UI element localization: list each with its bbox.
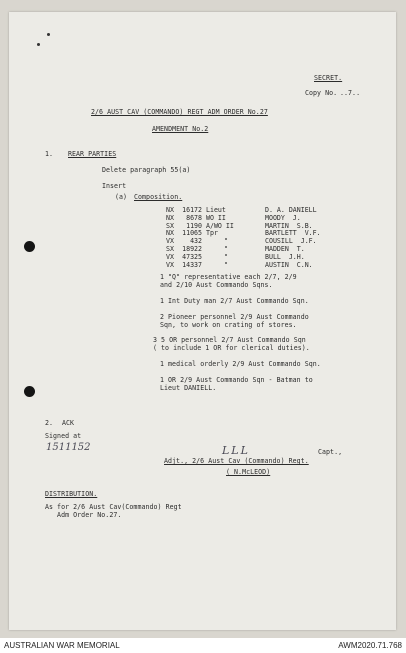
composition-item: 3 5 OR personnel 2/7 Aust Commando Sqn ( to include 1 OR for clerical duties). — [153, 336, 310, 352]
composition-heading: Composition. — [134, 193, 183, 201]
nominal-roll-number: 16172 — [182, 206, 202, 214]
document-page — [9, 12, 396, 630]
paper-mark — [37, 43, 40, 46]
nominal-roll-number: 11065 — [182, 229, 202, 238]
nominal-roll-name: BARTLETT V.F. — [265, 229, 321, 238]
punch-hole — [24, 386, 35, 397]
amendment-number: AMENDMENT No.2 — [152, 125, 209, 133]
nominal-roll-name: MARTIN S.B. — [265, 221, 313, 230]
nominal-roll-rank: Tpr — [206, 229, 218, 238]
signed-at-label: Signed at — [45, 432, 82, 440]
nominal-roll-number: 18922 — [182, 245, 202, 253]
nominal-roll-prefix: NX — [166, 229, 174, 238]
nominal-roll-prefix: SX — [166, 221, 174, 230]
handwritten-time: 1511152 — [46, 442, 91, 453]
punch-hole — [24, 241, 35, 252]
archive-name: AUSTRALIAN WAR MEMORIAL — [4, 641, 120, 650]
nominal-roll-rank: " — [224, 252, 228, 261]
copy-label: Copy No. — [305, 89, 338, 97]
nominal-roll-rank: " — [224, 237, 228, 246]
composition-item: 1 medical orderly 2/9 Aust Commando Sqn. — [160, 360, 321, 368]
copy-number: ..7.. — [340, 89, 361, 97]
composition-item: 2 Pioneer personnel 2/9 Aust Commando Sqn, to work on crating of stores. — [160, 313, 309, 329]
nominal-roll-name: BULL J.H. — [265, 252, 305, 261]
distribution-text: As for 2/6 Aust Cav(Commando) Regt Adm Order No.27. — [45, 503, 182, 519]
nominal-roll-number: 1190 — [186, 221, 202, 230]
nominal-roll-name: D. A. DANIELL — [265, 206, 317, 214]
distribution-heading: DISTRIBUTION. — [45, 490, 98, 498]
handwritten-signature: LLL — [222, 444, 250, 457]
signatory-name: ( N.McLEOD) — [226, 468, 271, 476]
nominal-roll-prefix: NX — [166, 206, 174, 214]
nominal-roll-prefix: VX — [166, 252, 174, 261]
delete-instruction: Delete paragraph 55(a) — [102, 166, 191, 174]
section-2-heading: ACK — [62, 419, 75, 427]
accession-number: AWM2020.71.768 — [338, 641, 402, 650]
composition-item: 1 "Q" representative each 2/7, 2/9 and 2/10 Aust Commando Sqns. — [160, 273, 297, 289]
section-1-heading: REAR PARTIES — [68, 150, 117, 158]
nominal-roll-rank: A/WO II — [206, 221, 234, 230]
nominal-roll-name: MOODY J. — [265, 213, 301, 222]
composition-item: 1 OR 2/9 Aust Commando Sqn - Batman to Lieut DANIELL. — [160, 376, 313, 392]
nominal-roll-prefix: VX — [166, 260, 174, 269]
nominal-roll-rank: " — [224, 260, 228, 269]
nominal-roll-number: 14337 — [182, 260, 202, 269]
nominal-roll-name: AUSTIN C.N. — [265, 260, 313, 269]
document-title: 2/6 AUST CAV (COMMANDO) REGT ADM ORDER No.27 — [91, 108, 268, 116]
composition-item: 1 Int Duty man 2/7 Aust Commando Sqn. — [160, 297, 309, 305]
nominal-roll-prefix: NX — [166, 213, 174, 222]
nominal-roll-name: COUSILL J.F. — [265, 237, 317, 246]
nominal-roll-name: MADDEN T. — [265, 245, 305, 253]
nominal-roll-rank: WO II — [206, 213, 226, 222]
nominal-roll-number: 8678 — [186, 213, 202, 222]
archive-footer — [0, 638, 406, 653]
composition-prefix: (a) — [115, 193, 128, 201]
nominal-roll-row — [166, 262, 336, 270]
classification-marking: SECRET. — [314, 74, 343, 82]
nominal-roll-number: 47325 — [182, 252, 202, 261]
section-1-number: 1. — [45, 150, 54, 158]
signatory-rank: Capt., — [318, 448, 343, 456]
signatory-appointment: Adjt., 2/6 Aust Cav (Commando) Regt. — [164, 457, 309, 465]
nominal-roll-rank: Lieut — [206, 206, 226, 214]
nominal-roll-number: 432 — [190, 237, 202, 246]
nominal-roll-prefix: VX — [166, 237, 174, 246]
insert-instruction: Insert — [102, 182, 127, 190]
paper-mark — [47, 33, 50, 36]
nominal-roll-prefix: SX — [166, 245, 174, 253]
section-2-number: 2. — [45, 419, 54, 427]
nominal-roll — [166, 207, 336, 271]
nominal-roll-rank: " — [224, 245, 228, 253]
